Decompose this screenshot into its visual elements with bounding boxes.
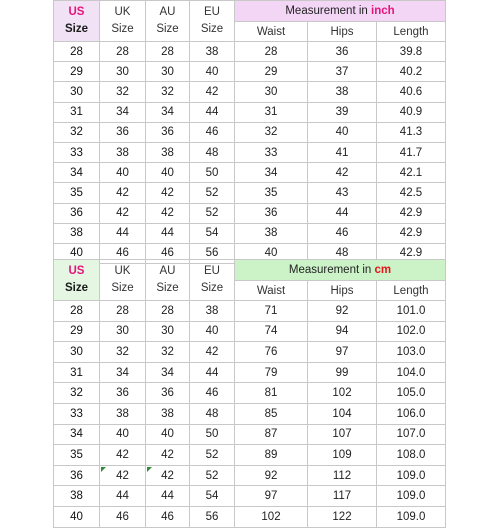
uk-size-cell: 30	[100, 321, 146, 342]
waist-cell: 74	[235, 321, 308, 342]
uk-size-cell: 42	[100, 465, 146, 486]
waist-cell: 85	[235, 403, 308, 424]
us-label: US	[68, 265, 85, 277]
eu-size-cell: 52	[190, 183, 235, 203]
table-row	[54, 403, 446, 424]
length-cell: 104.0	[377, 362, 446, 383]
au-size-cell: 32	[146, 82, 190, 102]
au-size-cell: 36	[146, 122, 190, 142]
table-row	[54, 362, 446, 383]
au-size-cell: 40	[146, 163, 190, 183]
au-size-cell: 30	[146, 62, 190, 82]
au-size-cell: 34	[146, 362, 190, 383]
size-label: Size	[200, 282, 224, 294]
length-cell: 42.9	[377, 243, 446, 263]
hips-cell: 41	[308, 142, 377, 162]
uk-size-cell: 32	[100, 82, 146, 102]
waist-cell: 38	[235, 223, 308, 243]
us-size-cell: 30	[54, 342, 100, 363]
au-size-cell: 42	[146, 183, 190, 203]
eu-size-cell: 38	[190, 301, 235, 322]
au-size-cell: 44	[146, 223, 190, 243]
hips-cell: 39	[308, 102, 377, 122]
waist-cell: 35	[235, 183, 308, 203]
us-size-header	[54, 260, 100, 301]
eu-size-cell: 42	[190, 342, 235, 363]
table-row	[54, 223, 446, 243]
measurement-header	[235, 1, 446, 22]
eu-size-cell: 56	[190, 243, 235, 263]
uk-size-cell: 42	[100, 445, 146, 466]
uk-size-cell: 36	[100, 122, 146, 142]
size-label: Size	[111, 23, 134, 35]
uk-size-cell: 46	[100, 243, 146, 263]
eu-size-cell: 40	[190, 321, 235, 342]
size-label: Size	[200, 23, 224, 35]
waist-cell: 71	[235, 301, 308, 322]
us-size-cell: 34	[54, 424, 100, 445]
us-size-cell: 35	[54, 445, 100, 466]
uk-size-cell: 36	[100, 383, 146, 404]
waist-cell: 33	[235, 142, 308, 162]
hips-cell: 99	[308, 362, 377, 383]
hips-cell: 46	[308, 223, 377, 243]
us-size-cell: 35	[54, 183, 100, 203]
uk-size-cell: 40	[100, 424, 146, 445]
au-size-cell: 28	[146, 301, 190, 322]
eu-size-cell: 50	[190, 424, 235, 445]
hips-cell: 40	[308, 122, 377, 142]
au-label: AU	[159, 6, 176, 18]
au-size-cell: 44	[146, 486, 190, 507]
hips-cell: 97	[308, 342, 377, 363]
waist-cell: 40	[235, 243, 308, 263]
table-row	[54, 203, 446, 223]
size-label: Size	[111, 282, 134, 294]
hips-cell: 48	[308, 243, 377, 263]
eu-size-cell: 40	[190, 62, 235, 82]
hips-cell: 102	[308, 383, 377, 404]
eu-label: EU	[204, 6, 220, 18]
au-size-cell: 28	[146, 42, 190, 62]
us-size-cell: 34	[54, 163, 100, 183]
hips-cell: 42	[308, 163, 377, 183]
us-size-cell: 36	[54, 465, 100, 486]
table-row	[54, 445, 446, 466]
table-row	[54, 62, 446, 82]
waist-cell: 30	[235, 82, 308, 102]
uk-size-cell: 44	[100, 486, 146, 507]
us-size-cell: 29	[54, 62, 100, 82]
hips-cell: 37	[308, 62, 377, 82]
au-size-cell: 46	[146, 243, 190, 263]
us-size-cell: 29	[54, 321, 100, 342]
length-cell: 105.0	[377, 383, 446, 404]
waist-cell: 97	[235, 486, 308, 507]
eu-size-cell: 54	[190, 223, 235, 243]
au-size-header	[146, 1, 190, 42]
waist-cell: 29	[235, 62, 308, 82]
hips-cell: 109	[308, 445, 377, 466]
length-cell: 108.0	[377, 445, 446, 466]
table-row	[54, 122, 446, 142]
uk-label: UK	[114, 265, 131, 277]
uk-size-header	[100, 260, 146, 301]
eu-label: EU	[204, 265, 220, 277]
waist-cell: 32	[235, 122, 308, 142]
eu-size-header	[190, 260, 235, 301]
waist-cell: 89	[235, 445, 308, 466]
uk-size-cell: 40	[100, 163, 146, 183]
size-label: Size	[156, 282, 179, 294]
length-cell: 41.3	[377, 122, 446, 142]
hips-cell: 44	[308, 203, 377, 223]
uk-size-cell: 44	[100, 223, 146, 243]
length-cell: 41.7	[377, 142, 446, 162]
us-size-cell: 33	[54, 403, 100, 424]
au-size-cell: 46	[146, 506, 190, 527]
hips-cell: 94	[308, 321, 377, 342]
au-size-cell: 36	[146, 383, 190, 404]
uk-size-cell: 38	[100, 142, 146, 162]
hips-cell: 112	[308, 465, 377, 486]
uk-size-cell: 28	[100, 42, 146, 62]
us-size-cell: 40	[54, 243, 100, 263]
au-size-cell: 30	[146, 321, 190, 342]
waist-cell: 28	[235, 42, 308, 62]
us-size-cell: 31	[54, 362, 100, 383]
hips-cell: 38	[308, 82, 377, 102]
table-row	[54, 163, 446, 183]
eu-size-cell: 48	[190, 142, 235, 162]
length-cell: 103.0	[377, 342, 446, 363]
hips-cell: 117	[308, 486, 377, 507]
table-row	[54, 486, 446, 507]
table-row	[54, 183, 446, 203]
cm-table-body	[54, 301, 446, 528]
us-label: US	[68, 6, 85, 18]
eu-size-cell: 48	[190, 403, 235, 424]
length-cell: 107.0	[377, 424, 446, 445]
us-size-cell: 38	[54, 486, 100, 507]
eu-size-cell: 44	[190, 362, 235, 383]
length-cell: 40.6	[377, 82, 446, 102]
table-row	[54, 342, 446, 363]
length-cell: 40.2	[377, 62, 446, 82]
length-cell: 42.1	[377, 163, 446, 183]
unit-label: cm	[374, 264, 392, 276]
waist-cell: 31	[235, 102, 308, 122]
size-label: Size	[64, 23, 88, 35]
waist-cell: 87	[235, 424, 308, 445]
table-row	[54, 383, 446, 404]
au-size-cell: 38	[146, 403, 190, 424]
us-size-cell: 31	[54, 102, 100, 122]
au-size-cell: 34	[146, 102, 190, 122]
length-cell: 109.0	[377, 506, 446, 527]
au-size-cell: 42	[146, 465, 190, 486]
table-row	[54, 82, 446, 102]
eu-size-cell: 52	[190, 203, 235, 223]
eu-size-cell: 54	[190, 486, 235, 507]
waist-header: Waist	[235, 281, 308, 301]
waist-cell: 81	[235, 383, 308, 404]
length-cell: 109.0	[377, 486, 446, 507]
uk-label: UK	[114, 6, 131, 18]
au-size-cell: 42	[146, 203, 190, 223]
size-label: Size	[64, 282, 88, 294]
unit-label: inch	[371, 5, 395, 17]
hips-header: Hips	[308, 281, 377, 301]
uk-size-cell: 38	[100, 403, 146, 424]
us-size-cell: 38	[54, 223, 100, 243]
us-size-cell: 33	[54, 142, 100, 162]
table-row	[54, 321, 446, 342]
us-size-header	[54, 1, 100, 42]
length-cell: 42.9	[377, 203, 446, 223]
uk-size-cell: 34	[100, 362, 146, 383]
au-size-cell: 32	[146, 342, 190, 363]
waist-header: Waist	[235, 22, 308, 42]
us-size-cell: 28	[54, 301, 100, 322]
size-label: Size	[156, 23, 179, 35]
eu-size-cell: 46	[190, 383, 235, 404]
au-size-header	[146, 260, 190, 301]
length-cell: 42.9	[377, 223, 446, 243]
us-size-cell: 32	[54, 383, 100, 404]
hips-cell: 43	[308, 183, 377, 203]
uk-size-cell: 42	[100, 203, 146, 223]
measurement-header	[235, 260, 446, 281]
eu-size-cell: 52	[190, 445, 235, 466]
table-row	[54, 465, 446, 486]
length-cell: 109.0	[377, 465, 446, 486]
eu-size-cell: 50	[190, 163, 235, 183]
au-size-cell: 40	[146, 424, 190, 445]
hips-cell: 36	[308, 42, 377, 62]
us-size-cell: 36	[54, 203, 100, 223]
au-size-cell: 42	[146, 445, 190, 466]
au-label: AU	[159, 265, 176, 277]
us-size-cell: 28	[54, 42, 100, 62]
table-row	[54, 42, 446, 62]
hips-header: Hips	[308, 22, 377, 42]
eu-size-header	[190, 1, 235, 42]
length-cell: 39.8	[377, 42, 446, 62]
eu-size-cell: 42	[190, 82, 235, 102]
hips-cell: 92	[308, 301, 377, 322]
uk-size-header	[100, 1, 146, 42]
uk-size-cell: 28	[100, 301, 146, 322]
hips-cell: 107	[308, 424, 377, 445]
table-row	[54, 102, 446, 122]
waist-cell: 36	[235, 203, 308, 223]
waist-cell: 34	[235, 163, 308, 183]
eu-size-cell: 56	[190, 506, 235, 527]
hips-cell: 122	[308, 506, 377, 527]
uk-size-cell: 30	[100, 62, 146, 82]
table-row	[54, 424, 446, 445]
length-header: Length	[377, 22, 446, 42]
table-row	[54, 142, 446, 162]
length-header: Length	[377, 281, 446, 301]
hips-cell: 104	[308, 403, 377, 424]
length-cell: 40.9	[377, 102, 446, 122]
eu-size-cell: 46	[190, 122, 235, 142]
length-cell: 102.0	[377, 321, 446, 342]
measurement-prefix: Measurement in	[288, 264, 375, 276]
inch-size-table	[53, 0, 446, 264]
waist-cell: 92	[235, 465, 308, 486]
length-cell: 101.0	[377, 301, 446, 322]
table-row	[54, 506, 446, 527]
us-size-cell: 30	[54, 82, 100, 102]
waist-cell: 102	[235, 506, 308, 527]
eu-size-cell: 52	[190, 465, 235, 486]
au-size-cell: 38	[146, 142, 190, 162]
us-size-cell: 40	[54, 506, 100, 527]
eu-size-cell: 44	[190, 102, 235, 122]
measurement-prefix: Measurement in	[285, 5, 371, 17]
uk-size-cell: 34	[100, 102, 146, 122]
inch-table-body	[54, 42, 446, 264]
length-cell: 106.0	[377, 403, 446, 424]
us-size-cell: 32	[54, 122, 100, 142]
waist-cell: 79	[235, 362, 308, 383]
cm-size-table	[53, 259, 446, 528]
uk-size-cell: 42	[100, 183, 146, 203]
waist-cell: 76	[235, 342, 308, 363]
length-cell: 42.5	[377, 183, 446, 203]
table-row	[54, 301, 446, 322]
uk-size-cell: 32	[100, 342, 146, 363]
uk-size-cell: 46	[100, 506, 146, 527]
eu-size-cell: 38	[190, 42, 235, 62]
